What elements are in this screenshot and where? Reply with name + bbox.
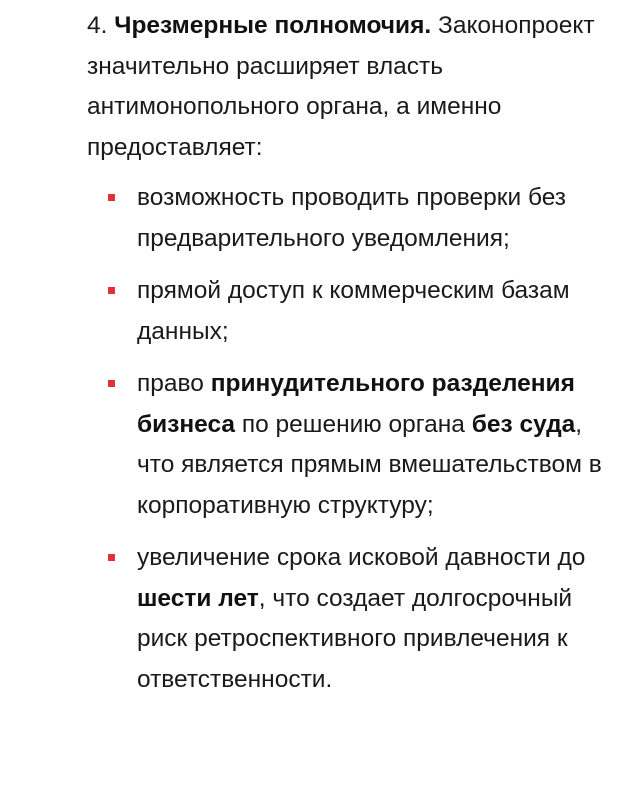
section-number: 4.: [87, 12, 108, 39]
list-item: [87, 538, 617, 700]
emphasis-text: принудительного разделения бизнеса: [137, 370, 575, 438]
list-item-text: , что создает долгосрочный риск ретроспективного привлечения к ответственности.: [137, 584, 573, 693]
section-paragraph: [87, 6, 617, 168]
emphasis-text: шести лет: [137, 584, 259, 612]
bullet-icon: [108, 380, 115, 387]
list-item-text: возможность проводить проверки без предварительного уведомления;: [137, 184, 567, 252]
powers-list: [87, 178, 617, 700]
intro-text: Законопроект значительно расширяет власть антимонопольного органа, а именно предоставляет:: [87, 12, 595, 161]
section-title: Чрезмерные полномочия.: [114, 12, 432, 39]
list-item: [87, 271, 617, 352]
list-item-text: , что является прямым вмешательством в корпоративную структуру;: [137, 410, 602, 519]
bullet-icon: [108, 554, 115, 561]
list-item-text: право: [137, 370, 211, 397]
list-item-text: увеличение срока исковой давности до: [137, 544, 586, 571]
article-section: [87, 6, 617, 712]
list-item: [87, 178, 617, 259]
bullet-icon: [108, 194, 115, 201]
emphasis-text: без суда: [471, 410, 576, 438]
list-item-text: по решению органа: [235, 410, 472, 438]
list-item: [87, 364, 617, 526]
list-item-text: прямой доступ к коммерческим базам данных;: [137, 277, 570, 345]
bullet-icon: [108, 287, 115, 294]
